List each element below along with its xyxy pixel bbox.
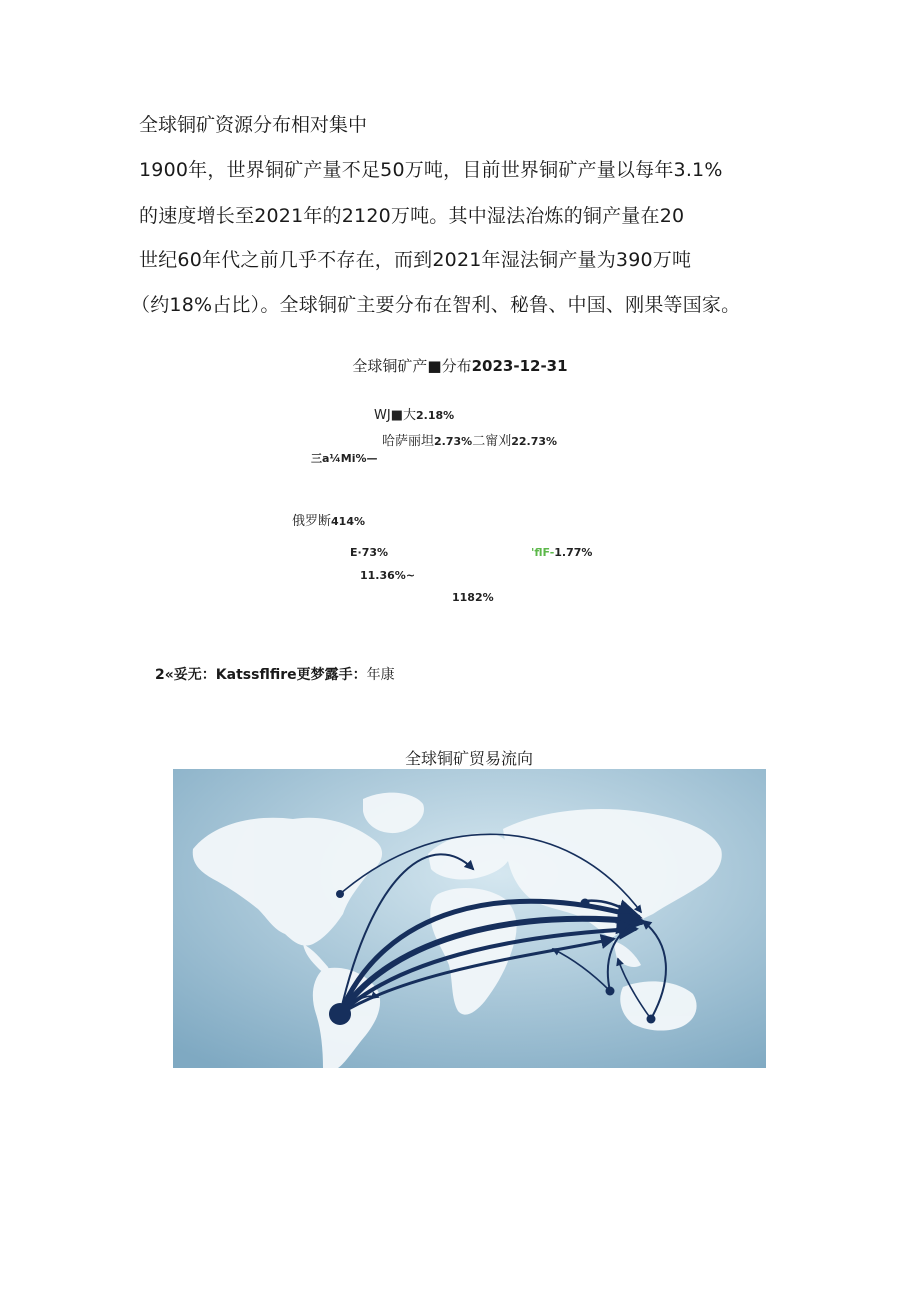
pie-label-name: 哈萨丽坦	[382, 434, 435, 449]
pie-label-pct: 2.73%	[434, 435, 473, 448]
pie-label-name: WJ■大	[374, 408, 416, 423]
trade-map-title: 全球铜矿贸易流向	[404, 749, 533, 768]
paragraph-line-3: 世纪60年代之前几乎不存在，而到2021年湿法铜产量为390万吨	[139, 249, 692, 271]
pie-label-canada	[374, 404, 454, 423]
pie-label-other	[311, 450, 378, 466]
trade-flow-map	[173, 769, 766, 1068]
pie-label-name: 俄罗断	[292, 514, 332, 529]
node-australia	[647, 1015, 656, 1024]
world-map-graphic	[173, 769, 766, 1068]
pie-label-name: 三a¼Mi%—	[311, 452, 378, 465]
pie-label-1136	[360, 569, 415, 582]
source-prefix: 2«妥无：	[155, 667, 216, 683]
pie-label-pct: 73%	[361, 546, 389, 559]
pie-label-pct: 414%	[331, 515, 365, 528]
node-southeast-asia	[606, 987, 615, 996]
pie-label-russia	[292, 510, 365, 529]
node-central-asia	[581, 899, 590, 908]
paragraph-line-4: （约18%占比）。全球铜矿主要分布在智利、秘鲁、中国、刚果等国家。	[131, 294, 741, 316]
node-north-america	[336, 890, 344, 898]
pie-label-name: 11.36%~	[360, 569, 416, 582]
node-south-america	[329, 1003, 351, 1025]
pie-label-pct: 1.77%	[554, 546, 593, 559]
pie-chart-title	[0, 355, 920, 376]
pie-label-e	[350, 546, 388, 559]
pie-label-pct: 2.18%	[415, 409, 455, 422]
pie-chart-title-date: 2023-12-31	[471, 357, 568, 375]
pie-label-green	[531, 546, 592, 559]
source-suffix: 年康	[366, 667, 395, 683]
pie-chart-title-text: 全球铜矿产■分布	[352, 357, 472, 375]
pie-label-1182	[452, 591, 494, 604]
pie-label-name: 二甯刈	[472, 434, 512, 449]
source-body: Katssflfire更梦露手：	[215, 667, 367, 683]
pie-label-pct: 22.73%	[511, 435, 558, 448]
pie-label-name: 'flF-	[531, 546, 555, 559]
source-note	[155, 664, 395, 684]
article-heading: 全球铜矿资源分布相对集中	[139, 114, 368, 136]
paragraph-line-1: 1900年，世界铜矿产量不足50万吨，目前世界铜矿产量以每年3.1%	[139, 159, 723, 181]
paragraph-line-2: 的速度增长至2021年的2120万吨。其中湿法冶炼的铜产量在20	[139, 205, 685, 227]
pie-label-name: E·	[350, 546, 362, 559]
pie-label-kazakhstan	[382, 430, 557, 449]
pie-label-name: 1182%	[452, 591, 494, 604]
